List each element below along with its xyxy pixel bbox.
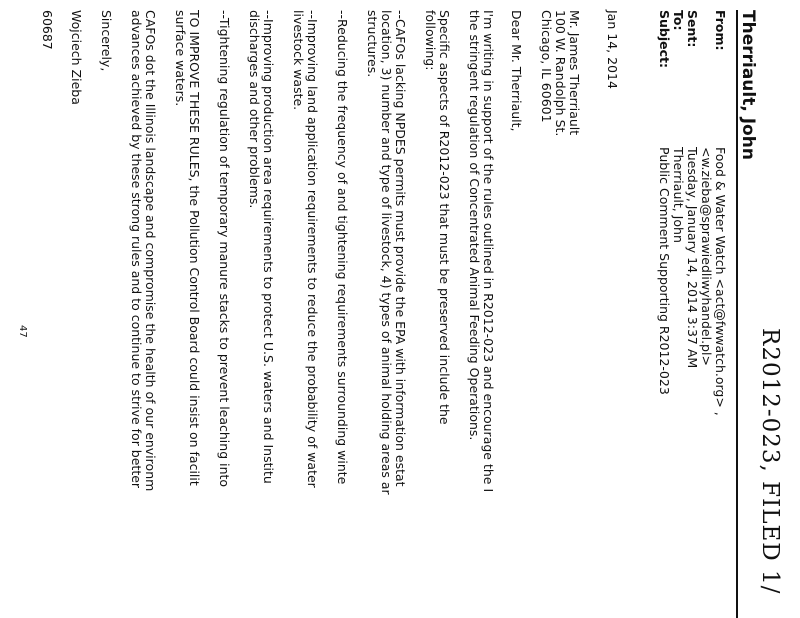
aspects-intro-line: following: bbox=[423, 10, 438, 71]
to-value: Therriault, John bbox=[671, 147, 686, 243]
aspect-item-1: structures. bbox=[365, 10, 380, 78]
aspect-item-5: --Tightening regulation of temporary manure stacks to prevent leaching into bbox=[217, 10, 232, 488]
address-line: Mr. James Therriault bbox=[567, 10, 582, 136]
address-line: 100 W. Randolph St. bbox=[553, 10, 568, 137]
filing-header-title: R2012-023, FILED 1/ bbox=[757, 328, 783, 595]
signoff: Sincerely, bbox=[99, 10, 114, 72]
intro-line: the stringent regulation of Concentrated Animal Feeding Operations. bbox=[467, 10, 482, 441]
zip-code: 60687 bbox=[40, 10, 55, 50]
aspect-item-2: --Reducing the frequency of and tightening requirements surrounding winte bbox=[335, 10, 350, 485]
intro-line: I'm writing in support of the rules outlined in R2012-023 and encourage the I bbox=[481, 10, 496, 493]
address-line: Chicago, IL 60601 bbox=[539, 10, 554, 123]
header-rule bbox=[736, 10, 738, 618]
from-label: From: bbox=[713, 10, 728, 51]
aspect-item-3: livestock waste. bbox=[291, 10, 306, 111]
sent-value: Tuesday, January 14, 2014 3:37 AM bbox=[685, 147, 700, 369]
sender-name-heading: Therriault, John bbox=[738, 10, 758, 160]
to-label: To: bbox=[671, 10, 686, 31]
letter-date: Jan 14, 2014 bbox=[605, 10, 620, 89]
signature-name: Wojciech Zieba bbox=[69, 10, 84, 105]
aspect-item-1: location, 3) number and type of livestock, 4) types of animal holding areas ar bbox=[379, 10, 394, 495]
aspect-item-3: --Improving land application requirements to reduce the probability of water bbox=[305, 10, 320, 488]
salutation: Dear Mr. Therriault, bbox=[509, 10, 524, 132]
aspect-item-1: --CAFOs lacking NPDES permits must provide the EPA with information estat bbox=[393, 10, 408, 487]
subject-value: Public Comment Supporting R2012-023 bbox=[657, 147, 672, 395]
subject-label: Subject: bbox=[657, 10, 672, 68]
aspect-item-4: discharges and other problems. bbox=[247, 10, 262, 209]
aspect-item-4: --Improving production area requirements to protect U.S. waters and Institu bbox=[261, 10, 276, 484]
from-value: Food & Water Watch <act@fwwatch.org> , bbox=[713, 147, 728, 416]
improve-line: surface waters. bbox=[173, 10, 188, 107]
aspects-intro-line: Specific aspects of R2012-023 that must be preserved include the bbox=[437, 10, 452, 425]
closing-line: CAFOs dot the Illinois landscape and compromise the health of our environm bbox=[143, 10, 158, 492]
closing-line: advances achieved by these strong rules and to continue to strive for better bbox=[129, 10, 144, 489]
page-number: 47 bbox=[17, 325, 28, 338]
from-email-value: <w.zieba@sprawiedliwyhandel.pl> bbox=[699, 147, 714, 366]
improve-line: TO IMPROVE THESE RULES, the Pollution Control Board could insist on facilit bbox=[187, 10, 202, 486]
sent-label: Sent: bbox=[685, 10, 700, 48]
